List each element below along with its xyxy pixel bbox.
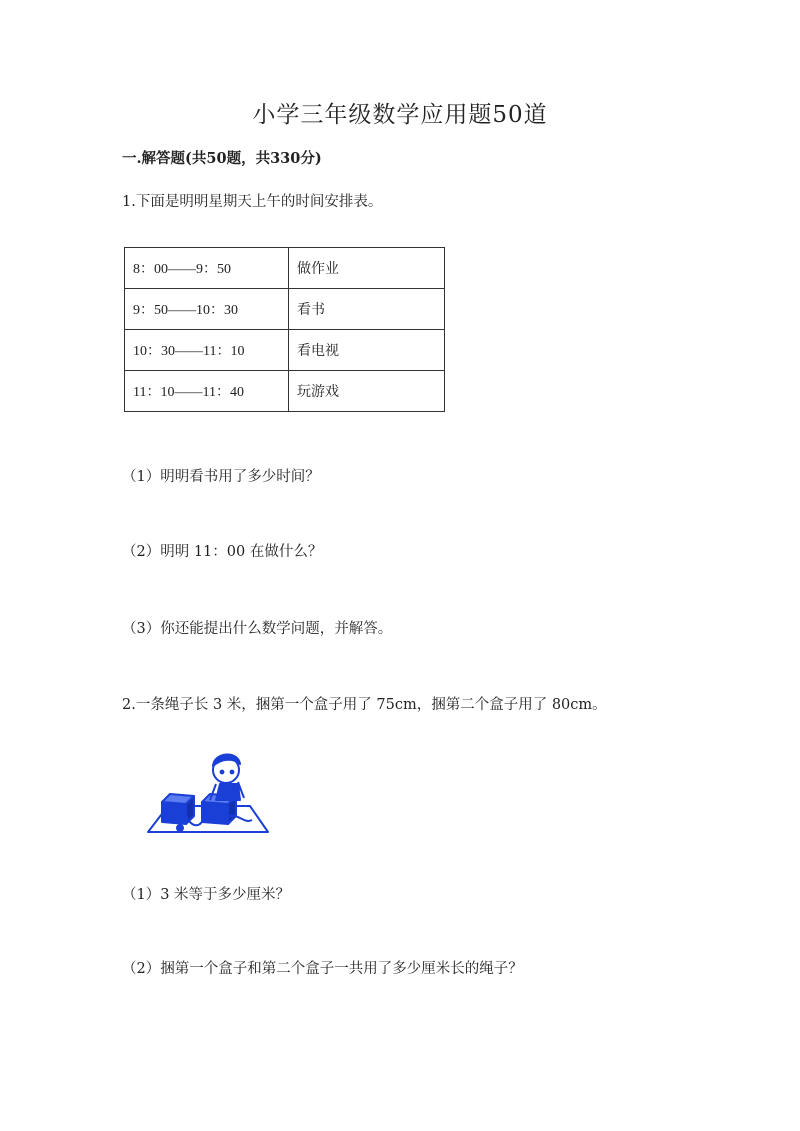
- question-2-sub-1: （1）3 米等于多少厘米？: [122, 887, 291, 903]
- child-tying-boxes-illustration: [140, 744, 280, 840]
- time-cell: 11：10——11：40: [125, 371, 289, 412]
- table-row: [125, 289, 445, 330]
- page-title: 小学三年级数学应用题50道: [252, 102, 548, 128]
- table-row: [125, 371, 445, 412]
- activity-cell: 玩游戏: [289, 371, 445, 412]
- activity-cell: 看电视: [289, 330, 445, 371]
- question-1-stem: 1.下面是明明星期天上午的时间安排表。: [122, 194, 383, 210]
- question-2-sub-2: （2）捆第一个盒子和第二个盒子一共用了多少厘米长的绳子？: [122, 961, 523, 977]
- time-cell: 8：00——9：50: [125, 248, 289, 289]
- activity-cell: 做作业: [289, 248, 445, 289]
- question-1-sub-1: （1）明明看书用了多少时间？: [122, 469, 320, 485]
- table-row: [125, 248, 445, 289]
- activity-cell: 看书: [289, 289, 445, 330]
- question-1-sub-2: （2）明明 11：00 在做什么？: [122, 544, 323, 560]
- table-row: [125, 330, 445, 371]
- schedule-table: [124, 247, 445, 412]
- section-heading: 一.解答题(共50题，共330分): [122, 150, 322, 167]
- question-1-sub-3: （3）你还能提出什么数学问题，并解答。: [122, 621, 393, 637]
- time-cell: 9：50——10：30: [125, 289, 289, 330]
- time-cell: 10：30——11：10: [125, 330, 289, 371]
- question-2-stem: 2.一条绳子长 3 米，捆第一个盒子用了 75cm，捆第二个盒子用了 80cm。: [122, 697, 607, 713]
